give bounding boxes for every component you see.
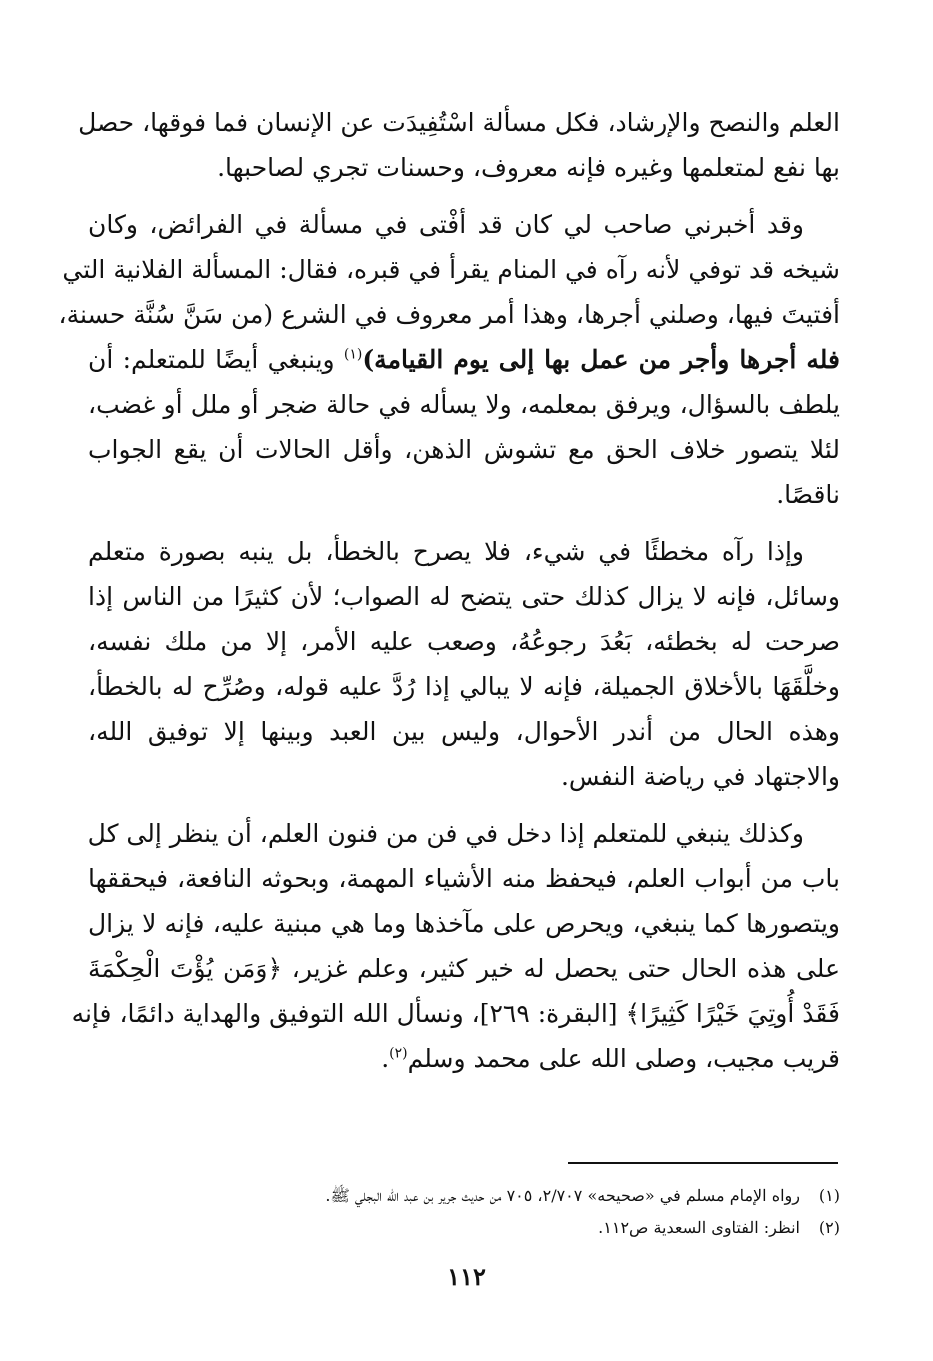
footnote-number: (٢) <box>818 1218 840 1237</box>
text-line: فَقَدْ أُوتِيَ خَيْرًا كَثِيرًا﴾ [البقرة: ٢٦٩]، ونسأل الله التوفيق والهداية دائمًا، فإنه <box>71 999 840 1028</box>
footnote-item <box>88 1180 840 1212</box>
text-line: وإذا رآه مخطئًا في شيء، فلا يصرح بالخطأ، بل ينبه بصورة متعلم <box>88 537 804 566</box>
text-line: وكذلك ينبغي للمتعلم إذا دخل في فن من فنون العلم، أن ينظر إلى كل <box>87 819 804 848</box>
footnote-divider <box>568 1162 838 1164</box>
text-span: . <box>381 1044 390 1073</box>
text-line: لئلا يتصور خلاف الحق مع تشوش الذهن، وأقل الحالات أن يقع الجواب <box>88 435 840 464</box>
text-line: بها نفع لمتعلمها وغيره فإنه معروف، وحسنات تجري لصاحبها. <box>217 153 840 182</box>
text-line: شيخه قد توفي لأنه رآه في المنام يقرأ في قبره، فقال: المسألة الفلانية التي <box>62 255 840 284</box>
text-line: والاجتهاد في رياضة النفس. <box>560 762 840 791</box>
page-number: ١١٢ <box>447 1262 486 1291</box>
text-line: وخلَّقَهَا بالأخلاق الجميلة، فإنه لا يبالي إذا رُدَّ عليه قوله، وصُرِّح له بالخطأ، <box>88 672 840 701</box>
footnote-item <box>88 1212 840 1244</box>
text-line: وقد أخبرني صاحب لي كان قد أفْتى في مسألة في الفرائض، وكان <box>88 210 804 239</box>
text-line: يلطف بالسؤال، ويرفق بمعلمه، ولا يسأله في حالة ضجر أو ملل أو غضب، <box>88 390 840 419</box>
footnotes <box>88 1180 840 1244</box>
text-line: وسائل، فإنه لا يزال كذلك حتى يتضح له الصواب؛ لأن كثيرًا من الناس إذا <box>88 582 840 611</box>
text-line <box>88 1036 840 1081</box>
text-line: العلم والنصح والإرشاد، فكل مسألة اسْتُفِيدَت عن الإنسان فما فوقها، حصل <box>78 108 840 137</box>
footnote-text: انظر: الفتاوى السعدية ص١١٢. <box>598 1218 800 1237</box>
text-span: قريب مجيب، وصلى الله على محمد وسلم <box>407 1044 840 1073</box>
text-span: وينبغي أيضًا للمتعلم: أن <box>88 345 344 374</box>
text-line: وهذه الحال من أندر الأحوال، وليس بين العبد وبينها إلا توفيق الله، <box>88 717 840 746</box>
text-line: صرحت له بخطئه، بَعُدَ رجوعُهُ، وصعب عليه الأمر، إلا من ملك نفسه، <box>88 627 840 656</box>
text-line: أفتيتَ فيها، وصلني أجرها، وهذا أمر معروف في الشرع (من سَنَّ سُنَّة حسنة، <box>58 300 840 329</box>
footnote-text: رواه الإمام مسلم في «صحيحه» ٢/٧٠٧، ٧٠٥ من حديث جرير بن عبد الله البجلي ﷺ. <box>325 1186 800 1205</box>
text-line: باب من أبواب العلم، فيحفظ منه الأشياء المهمة، وبحوثه النافعة، فيحققها <box>88 864 840 893</box>
text-line: ويتصورها كما ينبغي، ويحرص على مآخذها وما هي مبنية عليه، فإنه لا يزال <box>88 909 840 938</box>
footnote-marker[interactable]: (١) <box>343 346 363 363</box>
footnote-number: (١) <box>818 1186 840 1205</box>
footnote-marker[interactable]: (٢) <box>389 1045 408 1062</box>
main-text <box>58 100 840 1081</box>
hadith-quote: فله أجرها وأجر من عمل بها إلى يوم القيامة) <box>362 345 840 374</box>
text-line <box>88 337 840 382</box>
text-line: ناقصًا. <box>776 480 840 509</box>
text-line: على هذه الحال حتى يحصل له خير كثير، وعلم غزير، ﴿وَمَن يُؤْتَ الْحِكْمَةَ <box>88 954 840 983</box>
